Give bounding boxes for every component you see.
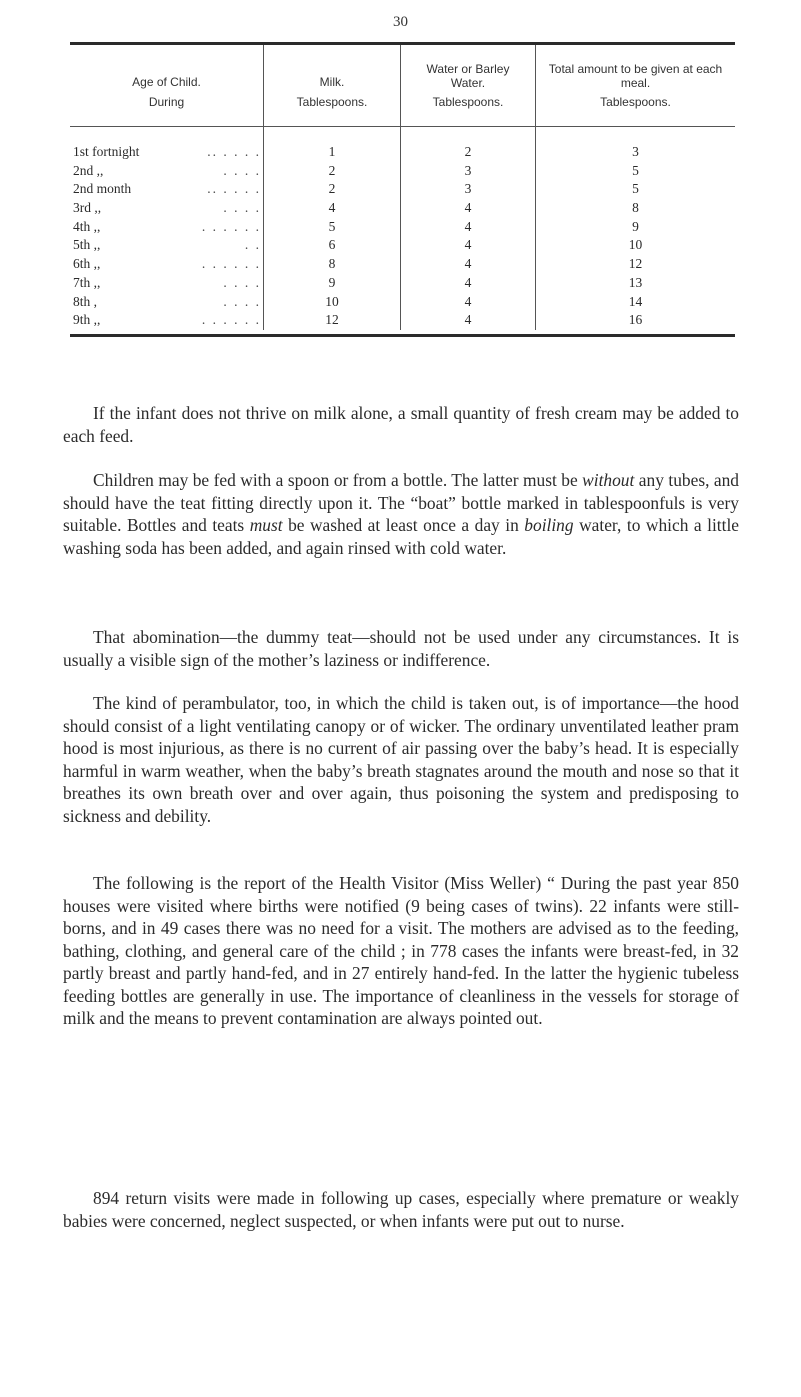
header-water-sub: Tablespoons. [432,95,504,109]
row-total: 13 [535,274,735,293]
feeding-table [70,42,735,337]
row-leader-dots: .. . . . . [207,144,261,159]
header-total [535,45,735,126]
paragraph-text: If the infant does not thrive on milk alone, a small quantity of fresh cream may be added to each feed. [63,403,739,446]
paragraph-bottles [63,469,739,559]
row-milk: 2 [263,180,400,199]
row-age: 6th ,, [73,256,101,272]
row-age: 9th ,, [73,312,101,328]
row-leader-dots: . . . . [223,162,261,178]
row-age: 2nd ,, [73,162,104,178]
row-water: 4 [400,218,535,237]
row-age: 4th ,, [73,218,101,234]
table-row [70,255,735,274]
paragraph-text: That abomination—the dummy teat—should not be used under any circumstances. It is usually a visible sign of the mother’s laziness or indifference. [63,627,739,670]
header-water [400,45,535,126]
row-age: 8th , [73,293,98,309]
paragraph-text: 894 return visits were made in following up cases, especially where premature or weakly babies were concerned, neglect suspected, or when infants were put out to nurse. [63,1188,739,1231]
header-milk-sub: Tablespoons. [296,95,368,109]
row-total: 8 [535,199,735,218]
row-leader-dots: .. . . . . [207,181,261,197]
row-milk: 6 [263,236,400,255]
row-water: 3 [400,162,535,181]
row-total: 9 [535,218,735,237]
row-milk: 10 [263,293,400,312]
row-water: 4 [400,236,535,255]
header-age-sub: During [148,95,185,109]
row-milk: 12 [263,311,400,330]
row-age: 2nd month [73,181,132,197]
page-number: 30 [393,14,408,30]
row-leader-dots: . . . . [223,200,261,216]
row-water: 3 [400,180,535,199]
header-age-title: Age of Child. [132,75,201,89]
row-age: 7th ,, [73,274,101,290]
table-row [70,311,735,330]
header-total-sub: Tablespoons. [600,95,671,109]
table-row [70,199,735,218]
row-total: 5 [535,162,735,181]
table-row [70,218,735,237]
row-water: 4 [400,255,535,274]
row-water: 4 [400,293,535,312]
row-water: 2 [400,143,535,162]
row-total: 10 [535,236,735,255]
table-row [70,274,735,293]
header-total-title: Total amount to be given at each meal. [548,62,723,90]
row-total: 16 [535,311,735,330]
table-row [70,143,735,162]
row-milk: 2 [263,162,400,181]
row-leader-dots: . . . . [223,293,261,309]
row-leader-dots: . . . . . . [201,256,261,272]
header-milk-title: Milk. [319,75,345,89]
table-row [70,180,735,199]
header-water-title: Water or Barley Water. [426,62,510,90]
row-leader-dots: . . . . . . [201,312,261,328]
table-bottom-rule [70,334,735,337]
row-age: 1st fortnight [73,144,140,159]
row-water: 4 [400,311,535,330]
table-row [70,293,735,312]
header-age [70,45,263,126]
row-milk: 5 [263,218,400,237]
row-water: 4 [400,199,535,218]
row-milk: 9 [263,274,400,293]
row-total: 14 [535,293,735,312]
row-total: 12 [535,255,735,274]
row-leader-dots: . . . . . . [201,218,261,234]
paragraph-return-visits [63,1187,739,1232]
paragraph-health-visitor-report [63,872,739,1030]
row-leader-dots: . . . . [223,274,261,290]
paragraph-text: The kind of perambulator, too, in which the child is taken out, is of importance—the hood should consist of a light ventilating canopy or of wicker. The ordinary unventilated leather pram hood is most injurious, as there is no current of air passing over the baby’s head. It is especially harmful in warm weather, when the baby’s breath stagnates around the mouth and nose so that it breathes its own breath over and over again, thus poisoning the system and predisposing to sickness and debility. [63,693,739,826]
table-header-row [70,45,735,127]
table-row [70,162,735,181]
row-milk: 1 [263,143,400,162]
row-milk: 8 [263,255,400,274]
row-age: 3rd ,, [73,200,102,216]
paragraph-perambulator [63,692,739,827]
row-age: 5th ,, [73,237,101,253]
header-milk [263,45,400,126]
paragraph-text: The following is the report of the Health Visitor (Miss Weller) “ During the past year 850 houses were visited where births were notified (9 being cases of twins). 22 infants were still-borns, and in 49 cases there was no need for a visit. The mothers are advised as to the feeding, bathing, clothing, and general care of the child ; in 778 cases the infants were breast-fed, in 32 partly breast and partly hand-fed, and in 27 entirely hand-fed. In the latter the hygienic tubeless feeding bottles are generally in use. The importance of cleanliness in the vessels for storage of milk and the means to prevent contamination are always pointed out. [63,873,739,1028]
row-water: 4 [400,274,535,293]
paragraph-cream [63,402,739,447]
paragraph-dummy-teat [63,626,739,671]
row-total: 3 [535,143,735,162]
paragraph-text: Children may be fed with a spoon or from a bottle. The latter must be without any tubes, and should have the teat fitting directly upon it. The “boat” bottle marked in tablespoonfuls is very suitable. Bottles and teats must be washed at least once a day in boiling water, to which a little washing soda has been added, and again rinsed with cold water. [63,470,739,558]
row-leader-dots: . . [244,237,261,253]
row-total: 5 [535,180,735,199]
row-milk: 4 [263,199,400,218]
table-row [70,236,735,255]
